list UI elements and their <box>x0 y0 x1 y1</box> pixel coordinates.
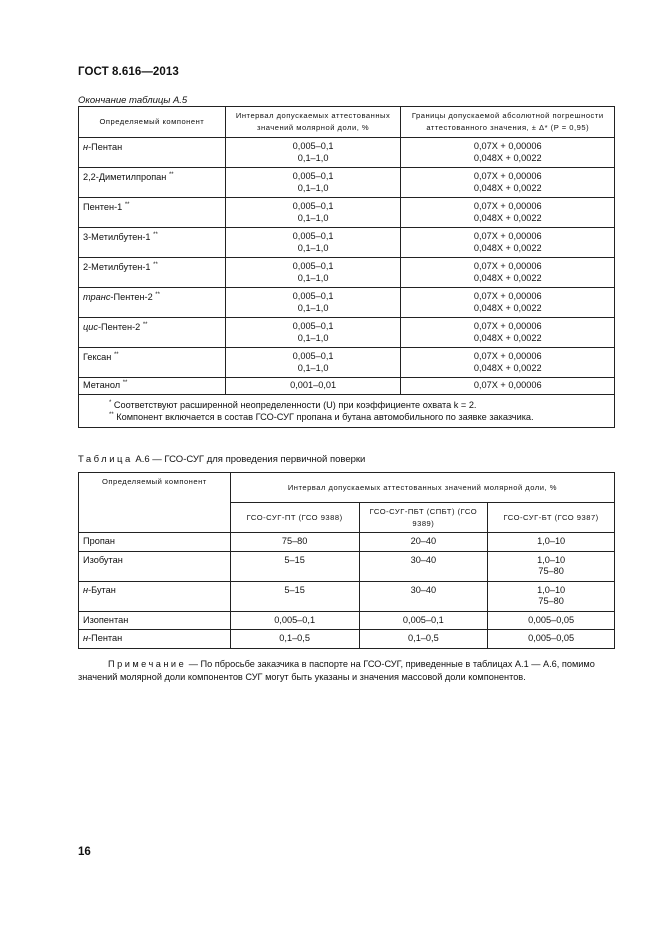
component-prefix: н <box>83 584 89 595</box>
interval-value: 0,1–1,0 <box>297 272 329 283</box>
component-name: Изопентан <box>83 614 129 625</box>
component-name: Пропан <box>83 536 115 546</box>
table-row <box>79 533 615 552</box>
component-prefix: транс <box>83 292 111 302</box>
error-cell <box>401 378 615 395</box>
footnote-mark: ** <box>153 261 158 268</box>
error-cell <box>401 258 615 288</box>
table-notes <box>79 395 615 428</box>
error-value: 0,07X + 0,00006 <box>473 380 542 391</box>
component-name: -Пентан <box>88 633 123 643</box>
col-header-interval: Интервал допускаемых аттестованных значений молярной доли, % <box>225 107 401 138</box>
value-cell: 30–40 <box>359 551 488 581</box>
col-header-component: Определяемый компонент <box>79 107 226 138</box>
component-cell <box>79 551 231 581</box>
interval-value: 0,005–0,1 <box>292 261 334 271</box>
value-cell: 0,005–0,1 <box>359 611 488 630</box>
table-header-row <box>79 473 615 503</box>
page-number: 16 <box>78 846 91 858</box>
value-line: 1,0–10 <box>537 584 566 595</box>
interval-value: 0,005–0,1 <box>292 201 334 211</box>
component-cell <box>79 228 226 258</box>
interval-value: 0,005–0,1 <box>292 231 334 241</box>
note-text: — По пбросьбе заказчика в паспорте на ГСО-СУГ, приведенные в таблицах А.1 — А.6, помимо значений молярной доли компонентов СУГ могут быть указаны и значения массовой доли компонентов. <box>78 659 595 682</box>
table-header-row <box>79 107 615 138</box>
table-row <box>79 288 615 318</box>
component-name: Метанол <box>83 380 121 390</box>
table-a5-caption: Окончание таблицы А.5 <box>78 95 188 106</box>
error-cell <box>401 348 615 378</box>
note-lead: Примечание <box>108 659 187 669</box>
table-a6-caption <box>78 454 365 465</box>
interval-value: 0,1–1,0 <box>297 242 329 253</box>
error-value: 0,07X + 0,00006 <box>473 291 542 301</box>
value-cell: 75–80 <box>230 533 359 552</box>
table-row <box>79 611 615 630</box>
document-header: ГОСТ 8.616—2013 <box>78 66 179 78</box>
error-cell <box>401 318 615 348</box>
table-row <box>79 348 615 378</box>
error-value: 0,048X + 0,0022 <box>473 302 542 313</box>
component-name: 3-Метилбутен-1 <box>83 232 151 242</box>
component-cell <box>79 318 226 348</box>
value-cell <box>488 611 615 630</box>
caption-rest: А.6 — ГСО-СУГ для проведения первичной поверки <box>135 454 366 465</box>
error-cell <box>401 228 615 258</box>
component-cell <box>79 198 226 228</box>
value-cell: 30–40 <box>359 581 488 611</box>
error-value: 0,048X + 0,0022 <box>473 272 542 283</box>
interval-value: 0,005–0,1 <box>292 321 334 331</box>
error-value: 0,07X + 0,00006 <box>473 351 542 361</box>
error-cell <box>401 198 615 228</box>
interval-value: 0,005–0,1 <box>292 171 334 181</box>
col-header-error <box>401 107 615 138</box>
component-prefix: цис <box>83 322 98 332</box>
component-cell <box>79 630 231 649</box>
error-value: 0,048X + 0,0022 <box>473 332 542 343</box>
table-row <box>79 581 615 611</box>
component-cell <box>79 378 226 395</box>
interval-cell <box>225 168 401 198</box>
col-header-error-text: Границы допускаемой абсолютной погрешности аттестованного значения, ± Δ* (P = 0,95) <box>411 111 604 132</box>
table-row <box>79 168 615 198</box>
note-2-text: Компонент включается в состав ГСО-СУГ пропана и бутана автомобильного по заявке заказчика. <box>116 412 534 422</box>
component-cell <box>79 288 226 318</box>
value-line: 75–80 <box>538 596 564 606</box>
value-cell: 5–15 <box>230 581 359 611</box>
component-name: Пентен-1 <box>83 202 123 212</box>
note-1-text: Соответствуют расширенной неопределенности (U) при коэффициенте охвата k = 2. <box>113 400 477 410</box>
caption-lead: Таблица <box>78 454 133 465</box>
error-value: 0,07X + 0,00006 <box>473 231 542 241</box>
interval-cell <box>225 318 401 348</box>
interval-value: 0,1–1,0 <box>297 212 329 223</box>
value-line: 0,005–0,05 <box>528 614 575 625</box>
footnote-mark: ** <box>113 351 119 358</box>
error-value: 0,048X + 0,0022 <box>473 212 542 223</box>
interval-cell <box>225 378 401 395</box>
component-name: Изобутан <box>83 554 123 565</box>
component-name: -Пентен-2 <box>110 292 153 302</box>
value-cell <box>488 551 615 581</box>
component-cell <box>79 581 231 611</box>
subheader-bt: ГСО-СУГ-БТ (ГСО 9387) <box>488 503 615 533</box>
interval-value: 0,1–1,0 <box>297 362 329 373</box>
table-notes-row <box>79 395 615 428</box>
component-name: Гексан <box>83 352 112 362</box>
footnote-mark: ** <box>168 171 174 178</box>
footnote-mark: ** <box>124 201 130 208</box>
interval-value: 0,1–1,0 <box>297 182 329 193</box>
table-row <box>79 318 615 348</box>
component-cell <box>79 138 226 168</box>
page-note <box>78 658 618 683</box>
value-line: 0,005–0,05 <box>528 633 575 643</box>
value-cell: 0,1–0,5 <box>230 630 359 649</box>
error-value: 0,048X + 0,0022 <box>473 362 542 373</box>
table-row <box>79 258 615 288</box>
error-value: 0,07X + 0,00006 <box>473 261 542 271</box>
component-name: -Бутан <box>88 584 116 595</box>
subheader-pbt: ГСО-СУГ-ПБТ (СПБТ) (ГСО 9389) <box>359 503 488 533</box>
error-value: 0,048X + 0,0022 <box>473 152 542 163</box>
error-cell <box>401 138 615 168</box>
component-prefix: н <box>83 633 89 643</box>
error-value: 0,07X + 0,00006 <box>473 171 542 181</box>
table-row <box>79 198 615 228</box>
footnote-mark: ** <box>155 291 160 298</box>
value-line: 1,0–10 <box>537 554 566 565</box>
interval-value: 0,1–1,0 <box>297 152 329 163</box>
error-value: 0,07X + 0,00006 <box>473 321 542 331</box>
group-header-interval: Интервал допускаемых аттестованных значений молярной доли, % <box>230 473 614 503</box>
value-cell <box>488 581 615 611</box>
value-cell: 0,005–0,1 <box>230 611 359 630</box>
table-row <box>79 138 615 168</box>
table-a5 <box>78 106 615 428</box>
interval-value: 0,001–0,01 <box>290 380 337 391</box>
component-name: 2-Метилбутен-1 <box>83 262 151 272</box>
value-cell: 20–40 <box>359 533 488 552</box>
error-value: 0,048X + 0,0022 <box>473 242 542 253</box>
note-1 <box>109 399 614 411</box>
interval-value: 0,005–0,1 <box>292 291 334 301</box>
interval-cell <box>225 258 401 288</box>
error-cell <box>401 168 615 198</box>
footnote-mark: ** <box>122 379 128 386</box>
error-value: 0,07X + 0,00006 <box>473 141 542 151</box>
table-row <box>79 630 615 649</box>
interval-value: 0,005–0,1 <box>292 351 334 361</box>
note-2 <box>109 411 614 423</box>
subheader-pt: ГСО-СУГ-ПТ (ГСО 9388) <box>230 503 359 533</box>
error-value: 0,07X + 0,00006 <box>473 201 542 211</box>
value-cell <box>488 533 615 552</box>
component-cell <box>79 168 226 198</box>
note-2-mark: ** <box>109 411 114 418</box>
table-row <box>79 551 615 581</box>
footnote-mark: ** <box>153 231 158 238</box>
footnote-mark: ** <box>142 321 148 328</box>
component-cell <box>79 611 231 630</box>
value-line: 1,0–10 <box>537 536 566 546</box>
component-name: -Пентан <box>88 142 123 152</box>
value-line: 75–80 <box>538 566 564 576</box>
interval-cell <box>225 288 401 318</box>
col-header-component: Определяемый компонент <box>79 473 231 533</box>
component-name: 2,2-Диметилпропан <box>83 172 167 182</box>
error-value: 0,048X + 0,0022 <box>473 182 542 193</box>
interval-cell <box>225 348 401 378</box>
interval-value: 0,1–1,0 <box>297 302 329 313</box>
interval-cell <box>225 198 401 228</box>
table-row-last <box>79 378 615 395</box>
table-row <box>79 228 615 258</box>
interval-cell <box>225 138 401 168</box>
component-prefix: н <box>83 142 89 152</box>
value-cell <box>488 630 615 649</box>
interval-value: 0,005–0,1 <box>292 141 334 151</box>
component-cell <box>79 258 226 288</box>
interval-value: 0,1–1,0 <box>297 332 329 343</box>
interval-cell <box>225 228 401 258</box>
value-cell: 5–15 <box>230 551 359 581</box>
table-a6 <box>78 472 615 649</box>
error-cell <box>401 288 615 318</box>
component-cell <box>79 348 226 378</box>
component-cell <box>79 533 231 552</box>
note-1-mark: * <box>109 399 112 406</box>
value-cell: 0,1–0,5 <box>359 630 488 649</box>
component-name: -Пентен-2 <box>97 322 141 332</box>
